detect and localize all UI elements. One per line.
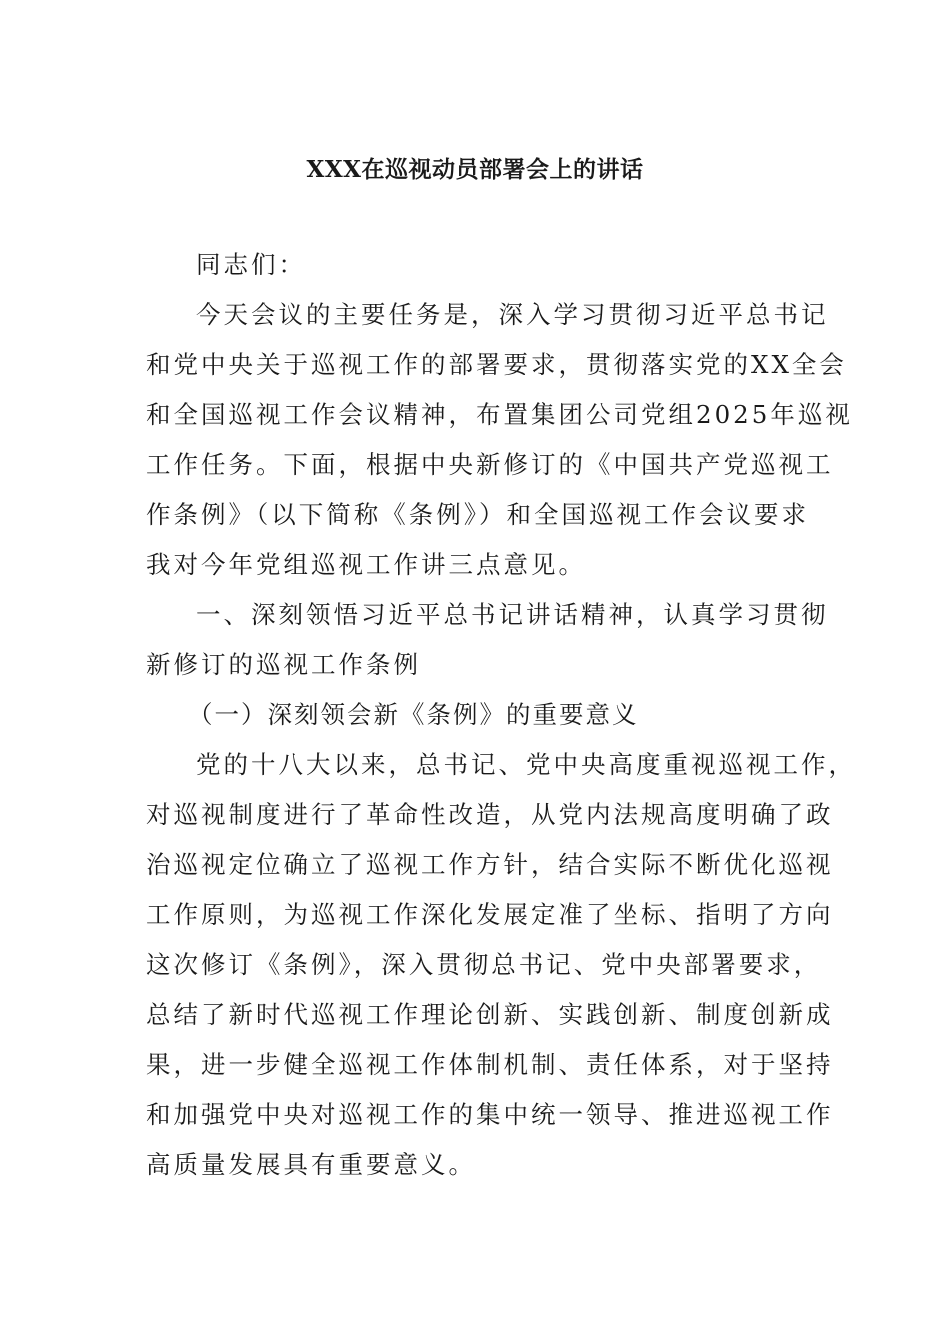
subsection-heading: （一）深刻领会新《条例》的重要意义 <box>188 700 639 729</box>
salutation: 同志们： <box>196 250 306 279</box>
paragraph-line: 和全国巡视工作会议精神，布置集团公司党组2025年巡视 <box>146 400 853 429</box>
paragraph-line: 工作任务。下面，根据中央新修订的《中国共产党巡视工 <box>146 450 834 479</box>
paragraph-line: 高质量发展具有重要意义。 <box>146 1150 476 1179</box>
paragraph-line: 作条例》（以下简称《条例》）和全国巡视工作会议要求 <box>146 500 809 529</box>
paragraph-line: 总结了新时代巡视工作理论创新、实践创新、制度创新成 <box>146 1000 834 1029</box>
paragraph-line: 果，进一步健全巡视工作体制机制、责任体系，对于坚持 <box>146 1050 834 1079</box>
paragraph-line: 我对今年党组巡视工作讲三点意见。 <box>146 550 586 579</box>
paragraph-line: 对巡视制度进行了革命性改造，从党内法规高度明确了政 <box>146 800 834 829</box>
paragraph-line: 党的十八大以来，总书记、党中央高度重视巡视工作， <box>196 750 856 779</box>
paragraph-line: 和加强党中央对巡视工作的集中统一领导、推进巡视工作 <box>146 1100 834 1129</box>
paragraph-line: 这次修订《条例》，深入贯彻总书记、党中央部署要求， <box>146 950 822 979</box>
paragraph-line: 和党中央关于巡视工作的部署要求，贯彻落实党的XX全会 <box>146 350 847 379</box>
section-heading: 新修订的巡视工作条例 <box>146 650 421 679</box>
paragraph-line: 工作原则，为巡视工作深化发展定准了坐标、指明了方向 <box>146 900 834 929</box>
document-body <box>146 240 856 1190</box>
paragraph-line: 今天会议的主要任务是，深入学习贯彻习近平总书记 <box>196 300 829 329</box>
paragraph-line: 治巡视定位确立了巡视工作方针，结合实际不断优化巡视 <box>146 850 834 879</box>
section-heading: 一、深刻领悟习近平总书记讲话精神，认真学习贯彻 <box>196 600 829 629</box>
document-title: XXX在巡视动员部署会上的讲话 <box>306 156 644 183</box>
